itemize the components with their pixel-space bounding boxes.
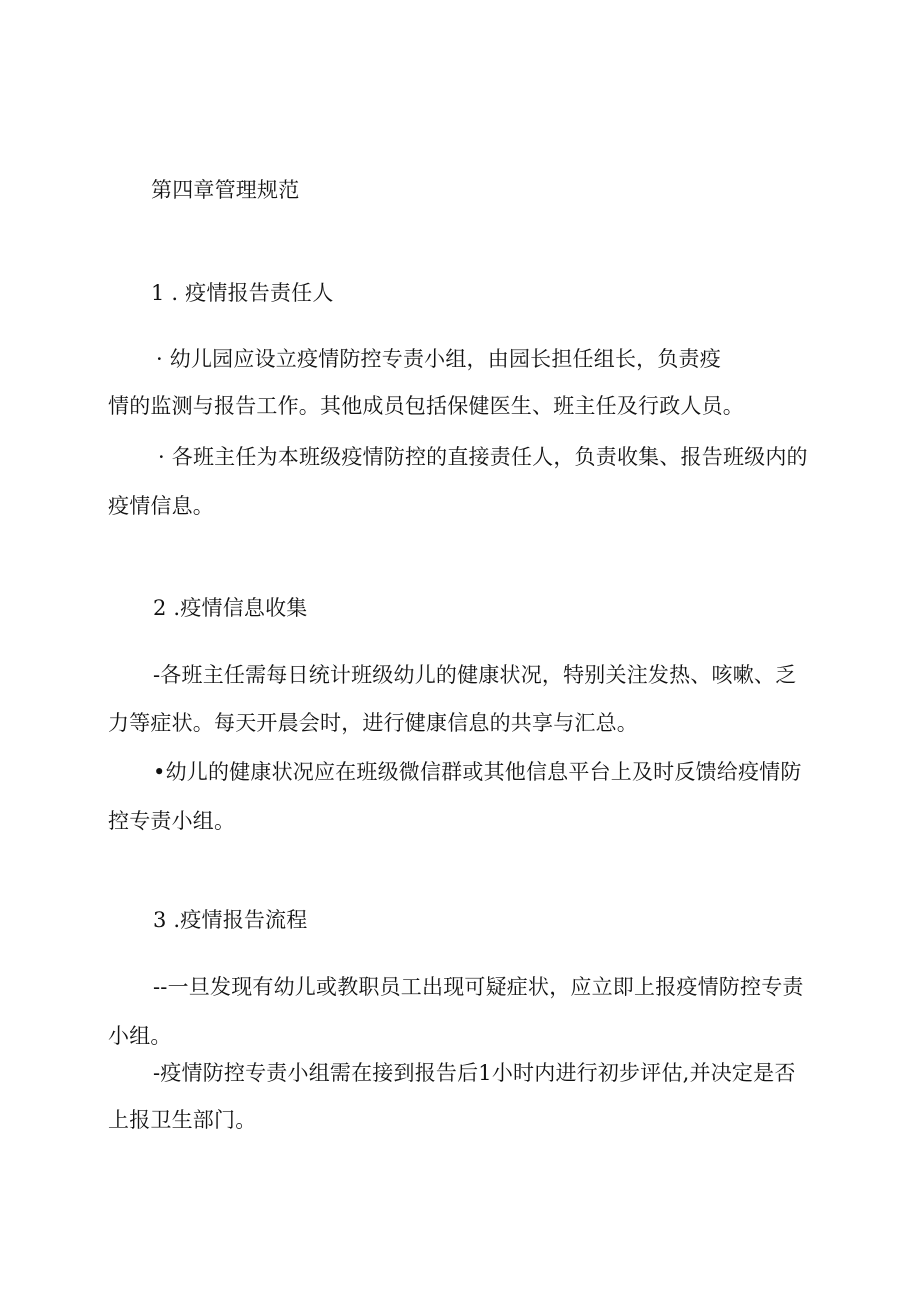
section-1-line-2: 情的监测与报告工作。其他成员包括保健医生、班主任及行政人员。 (108, 394, 744, 418)
section-3-line-3: -疫情防控专责小组需在接到报告后1小时内进行初步评估,并决定是否 (153, 1061, 796, 1085)
section-2-heading: 2 .疫情信息收集 (153, 596, 308, 620)
section-1-line-3: · 各班主任为本班级疫情防控的直接责任人，负责收集、报告班级内的 (158, 445, 808, 469)
section-3-line-4: 上报卫生部门。 (108, 1108, 257, 1132)
section-1-line-4: 疫情信息。 (108, 494, 214, 518)
section-1-heading: 1 . 疫情报告责任人 (151, 281, 334, 305)
section-2-line-1: -各班主任需每日统计班级幼儿的健康状况，特别关注发热、咳嗽、乏 (153, 663, 797, 687)
section-1-line-1: · 幼儿园应设立疫情防控专责小组，由园长担任组长，负责疫 (156, 347, 721, 371)
section-2-line-4: 控专责小组。 (108, 809, 236, 833)
section-2-line-3: •幼儿的健康状况应在班级微信群或其他信息平台上及时反馈给疫情防 (153, 760, 802, 784)
section-3-line-2: 小组。 (108, 1024, 172, 1048)
section-3-heading: 3 .疫情报告流程 (153, 908, 308, 932)
section-3-line-1: --一旦发现有幼儿或教职员工出现可疑症状，应立即上报疫情防控专责 (153, 975, 804, 999)
section-2-line-2: 力等症状。每天开晨会时，进行健康信息的共享与汇总。 (108, 711, 638, 735)
chapter-title: 第四章管理规范 (151, 178, 300, 202)
